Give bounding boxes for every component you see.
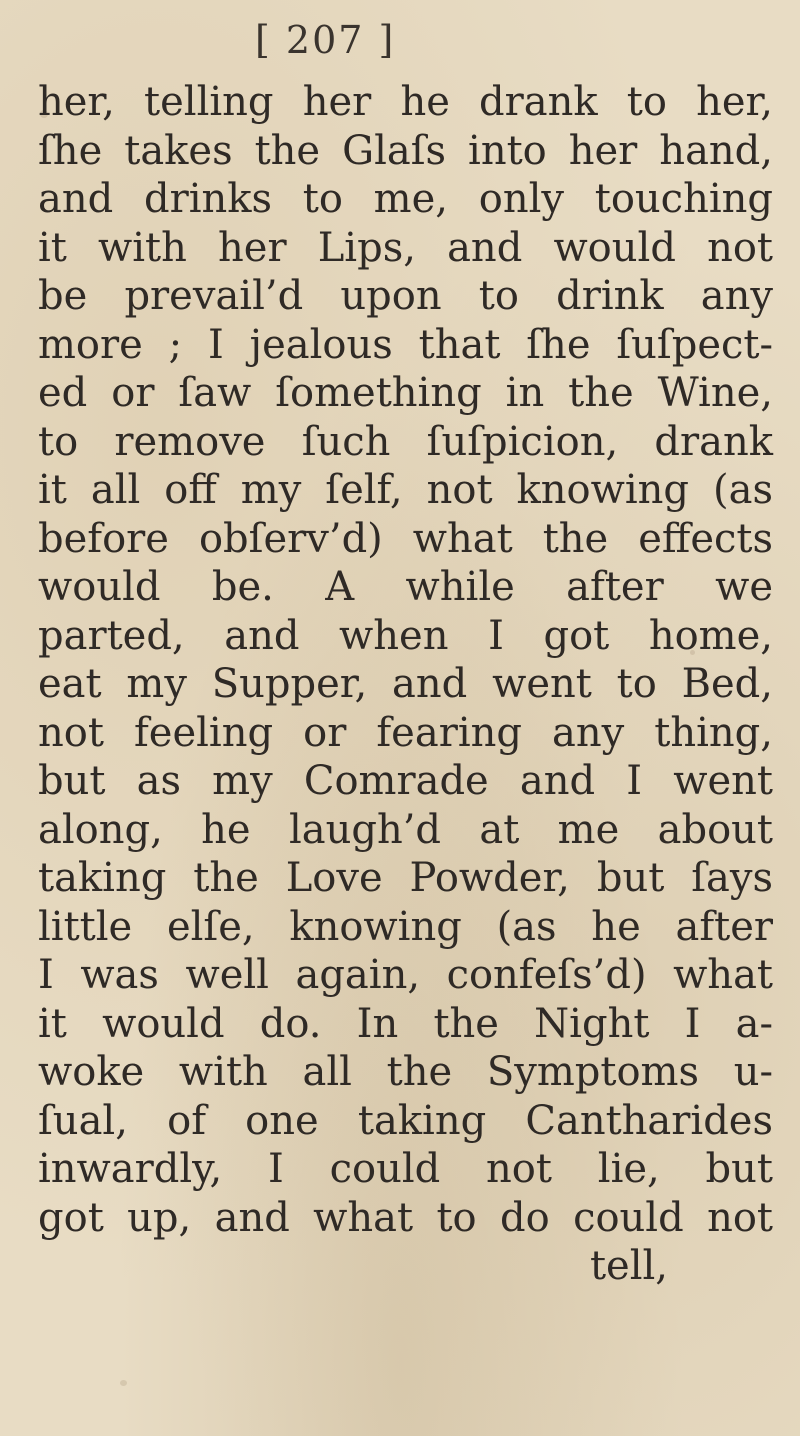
text-line: parted, and when I got home,	[38, 612, 773, 659]
text-line: not feeling or fearing any thing,	[38, 709, 773, 756]
text-line: woke with all the Symptoms u-	[38, 1049, 773, 1095]
text-line: I was well again, confeſs’d) what	[38, 952, 773, 998]
text-line: to remove ſuch ſuſpicion, drank	[38, 418, 773, 465]
text-line: it would do. In the Night I a-	[38, 1000, 773, 1047]
paper-spot	[120, 1380, 127, 1386]
text-line: it with her Lips, and would not	[38, 224, 773, 271]
text-line: more ; I jealous that ſhe ſuſpect-	[38, 321, 773, 368]
text-line: inwardly, I could not lie, but	[38, 1146, 773, 1192]
catchword-line: tell,	[589, 1243, 668, 1289]
text-line: but as my Comrade and I went	[38, 758, 773, 804]
text-line: it all off my ſelf, not knowing (as	[38, 467, 773, 513]
text-line: little elſe, knowing (as he after	[38, 903, 773, 950]
text-line: eat my Supper, and went to Bed,	[38, 661, 773, 707]
text-line: ſhe takes the Glaſs into her hand,	[38, 127, 773, 174]
text-line: ed or ſaw ſomething in the Wine,	[38, 370, 773, 416]
body-text	[38, 78, 773, 1291]
text-line: before obſerv’d) what the effects	[38, 515, 773, 562]
text-line: got up, and what to do could not	[38, 1194, 773, 1241]
text-line: would be. A while after we	[38, 564, 773, 610]
text-line: be prevail’d upon to drink any	[38, 273, 773, 319]
text-line: ſual, of one taking Cantharides	[38, 1097, 773, 1144]
text-line: along, he laugh’d at me about	[38, 806, 773, 853]
text-line: her, telling her he drank to her,	[38, 79, 773, 125]
text-line: taking the Love Powder, but ſays	[38, 855, 773, 901]
page-number: [ 207 ]	[255, 18, 396, 62]
text-line: and drinks to me, only touching	[38, 176, 773, 222]
